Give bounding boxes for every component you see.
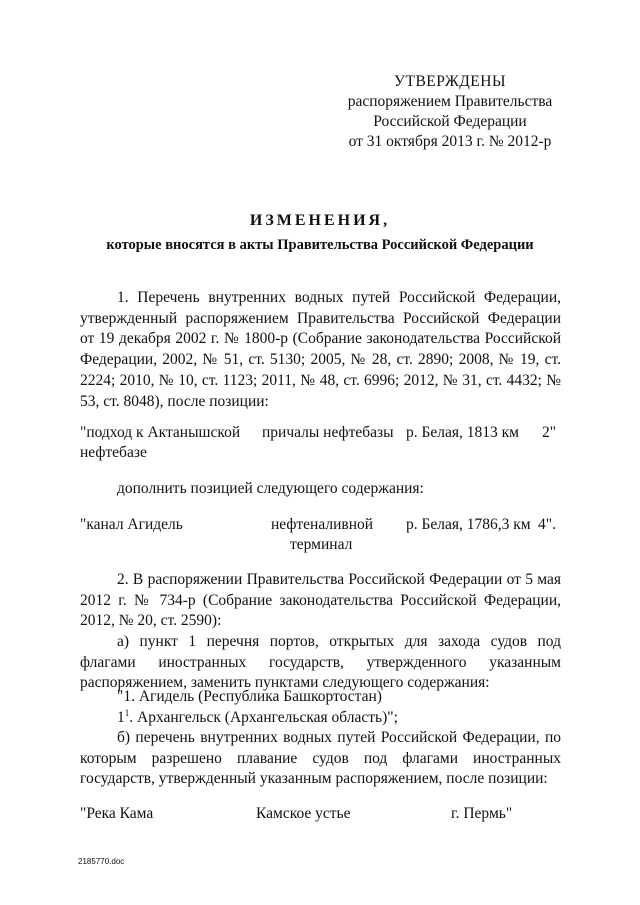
section-1-text: 1. Перечень внутренних водных путей Российской Федерации, утвержденный распоряжением Правительства Российской Федерации от 19 декабря 2002 г. № 1800-р (Собрание законодательства Российской Федерации, 2002, № 51, ст. 5130; 2005, № 28, ст. 2890; 2008, № 19, ст. 2224; 2010, № 10, ст. 1123; 2011, № 48, ст. 6996; 2012, № 31, ст. 4432; № 53, ст. 8048), после позиции:: [80, 289, 561, 410]
approval-line-3: от 31 октября 2013 г. № 2012-р: [348, 133, 552, 150]
approval-title: УТВЕРЖДЕНЫ: [394, 73, 506, 90]
section-2b-paragraph: [80, 728, 561, 790]
section-2-text: 2. В распоряжении Правительства Российской Федерации от 5 мая 2012 г. № 734-р (Собрание законодательства Российской Федерации, 2012, № 20, ст. 2590):: [80, 571, 561, 630]
position-2-col4: 4".: [538, 516, 556, 533]
file-name-footer: 2185770.doc: [78, 857, 125, 866]
position-1-col2: причалы нефтебазы: [262, 424, 394, 441]
position-1-col4: 2": [542, 424, 557, 441]
port-item-1: "1. Агидель (Республика Башкортостан): [117, 688, 382, 705]
position-2-col2-line1: нефтеналивной: [271, 516, 374, 533]
position-3-col2: Камское устье: [256, 805, 351, 822]
section-2b-text: б) перечень внутренних водных путей Российской Федерации, по которым разрешено плавание судов под флагами иностранных государств, утвержденный указанным распоряжением, после позиции:: [80, 729, 561, 788]
position-2-col2-line2: терминал: [290, 536, 353, 553]
add-position-text: дополнить позицией следующего содержания:: [117, 480, 424, 497]
port-item-2: [117, 708, 398, 728]
position-1-col1-line1: "подход к Актанышской: [80, 424, 241, 441]
section-2a-text: а) пункт 1 перечня портов, открытых для захода судов под флагами иностранных государств, утвержденного указанным распоряжением, заменить пунктами следующего содержания:: [80, 633, 561, 692]
section-2-paragraph: [80, 570, 561, 632]
position-2-col1: "канал Агидель: [80, 516, 183, 533]
approval-line-1: распоряжением Правительства: [347, 93, 553, 110]
document-subheading: которые вносятся в акты Правительства Российской Федерации: [106, 237, 534, 253]
port-item-2-number: 1: [117, 709, 125, 726]
approval-stamp: [340, 72, 560, 152]
position-2-col3: р. Белая, 1786,3 км: [406, 516, 531, 533]
port-item-2-text: . Архангельск (Архангельская область)";: [129, 709, 398, 726]
position-1-col1-line2: нефтебазе: [80, 444, 147, 461]
document-heading: ИЗМЕНЕНИЯ,: [249, 212, 391, 229]
approval-line-2: Российской Федерации: [373, 113, 527, 130]
port-item-2-superscript: 1: [124, 707, 130, 718]
position-1-col3: р. Белая, 1813 км: [406, 424, 519, 441]
section-1-paragraph: [80, 288, 561, 412]
position-3-col1: "Река Кама: [80, 805, 154, 822]
section-2a-paragraph: [80, 632, 561, 694]
position-3-col3: г. Пермь": [451, 805, 513, 822]
